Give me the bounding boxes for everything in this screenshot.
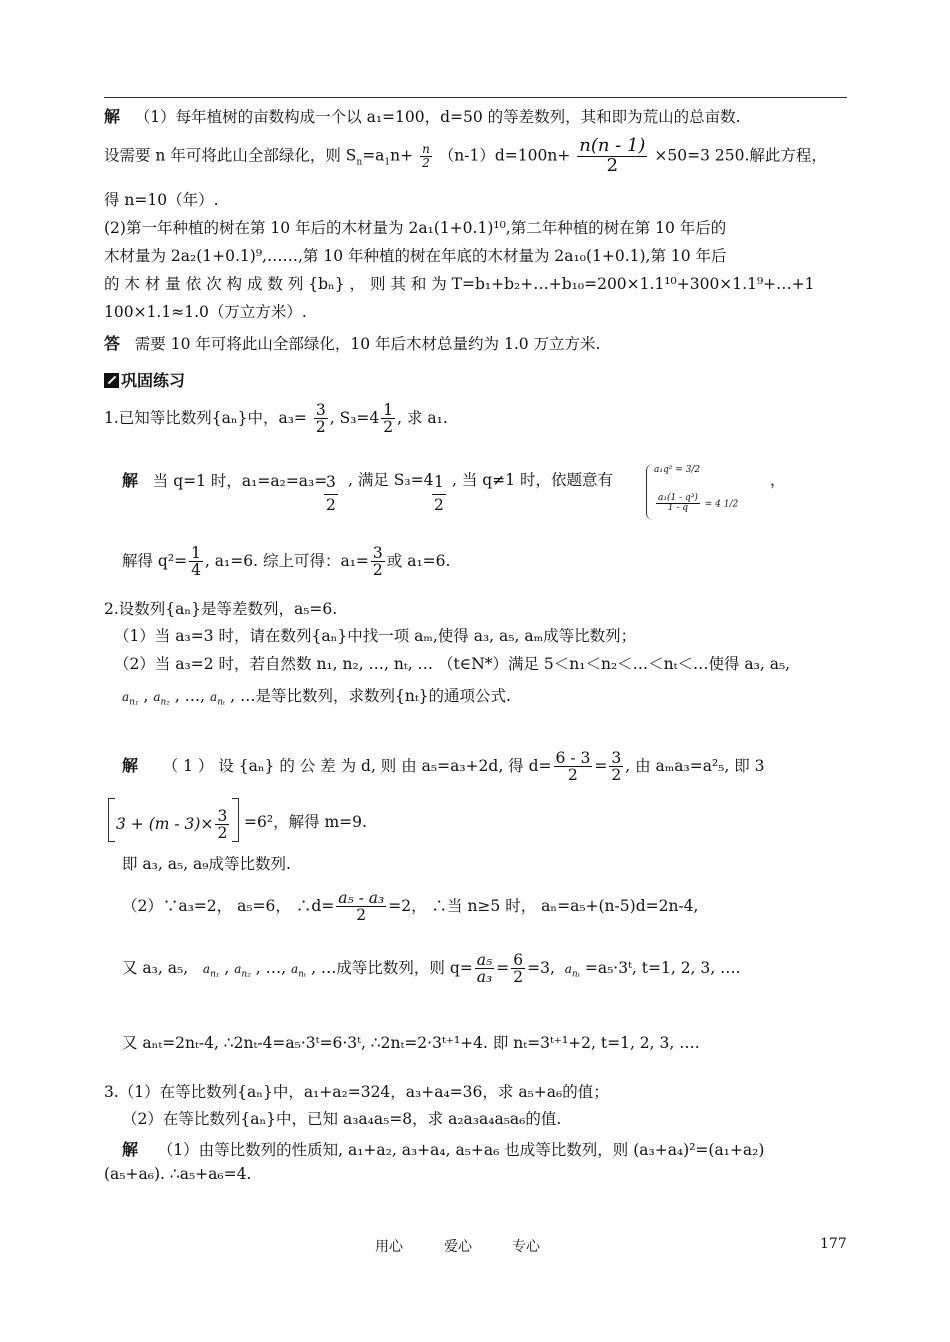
solution-line-7: 100×1.1≈1.0（万立方米）.	[104, 303, 307, 321]
q2-sol1-result: =6²，解得 m=9.	[244, 813, 367, 831]
q1-stem: 1.已知等比数列{aₙ}中，a₃= $\frac{3}{2}$ , S₃=4 $\frac{1}{2}$ , 求 a₁.	[104, 401, 448, 437]
answer-label: 答	[104, 334, 121, 353]
footer-motto-2: 爱心	[444, 1239, 472, 1255]
q2-part2-seq: $a_{n_1}$ , $a_{n_2}$ , …, $a_{n_t}$ , …是等比数列，求数列{nₜ}的通项公式.	[122, 687, 511, 708]
system-eq-2: $\frac{\text{a₁(1 - q³)}}{1 - q}$ = 4 1/2	[658, 493, 739, 514]
q2-stem: 2.设数列{aₙ}是等差数列，a₅=6.	[104, 600, 338, 618]
solution-line-2: 设需要 n 年可将此山全部绿化，则 $S_n=a_1n+$ $\frac{n}{2}$ （n-1）d=100n+ $\frac{n(n - 1)}{2}$ ×50=3 250.解此方程，	[104, 135, 827, 176]
q1-solution-b: , 满足 S₃=4	[348, 471, 434, 489]
solution-line-3: 得 n=10（年）.	[104, 191, 219, 209]
q2-sol1-line2: 3 + (m - 3)× $\frac{3}{2}$	[116, 807, 228, 843]
q1-solution: 解 当 q=1 时，a₁=a₂=a₃=	[122, 471, 328, 490]
q3-stem2: （2）在等比数列{aₙ}中，已知 a₃a₄a₅=8，求 a₂a₃a₄a₅a₆的值.	[122, 1110, 562, 1128]
footer-motto-1: 用心	[375, 1239, 403, 1255]
q2-sol1-line1: 解 （ 1 ） 设 {aₙ} 的 公 差 为 d, 则 由 a₅=a₃+2d, 得 d= $\frac{6 - 3}{2}$ = $\frac{3}{2}$ , 由 aₘa₃=a²₅, 即 3	[122, 749, 765, 785]
fraction-1-over-4: $\frac{1}{4}$	[191, 544, 201, 580]
fraction-a5-over-a3: $\frac{\text{a₅}}{\text{a₃}}$	[476, 951, 493, 987]
q2-sol2-line2: 又 a₃, a₅, $a_{n_1}$ , $a_{n_2}$ , …, $a_{n_t}$ , …成等比数列，则 q= $\frac{\text{a₅}}{\text{a₃}}$ = $\frac{6}{2}$ =3, $a_{n_t}$ =a₅·3ᵗ, t=1, 2, 3, ….	[122, 951, 741, 987]
fraction-6-3-over-2: $\frac{6 - 3}{2}$	[555, 749, 591, 785]
solution-label: 解	[104, 107, 121, 126]
fraction-3-over-2-d: $\frac{3}{2}$	[611, 749, 622, 785]
section-heading	[104, 368, 185, 391]
q3-solution-line1: 解 （1）由等比数列的性质知, a₁+a₂, a₃+a₄, a₅+a₆ 也成等比数列，则 (a₃+a₄)²=(a₁+a₂)	[122, 1140, 765, 1159]
fraction-3-over-2: $\frac{3}{2}$	[315, 401, 326, 437]
q3-stem1: 3.（1）在等比数列{aₙ}中，a₁+a₂=324，a₃+a₄=36，求 a₅+a₆的值；	[104, 1083, 609, 1101]
page-number: 177	[820, 1236, 847, 1252]
solution-line-6: 的 木 材 量 依 次 构 成 数 列 {bₙ} ， 则 其 和 为 T=b₁+b₂+…+b₁₀=200×1.1¹⁰+300×1.1⁹+…+1	[104, 275, 815, 293]
left-bracket	[108, 798, 115, 842]
footer-motto-3: 专心	[512, 1239, 540, 1255]
q1-frac-s3: $\frac{1}{2}$	[434, 473, 444, 514]
q2-part2: （2）当 a₃=2 时，若自然数 n₁, n₂, …, nₜ, … （t∈N*）满足 5＜n₁＜n₂＜…＜nₜ＜…使得 a₃, a₅,	[114, 655, 791, 673]
fraction-1-over-2: $\frac{1}{2}$	[383, 401, 394, 437]
answer-line: 答 需要 10 年可将此山全部绿化，10 年后木材总量约为 1.0 万立方米.	[104, 334, 601, 353]
fraction-a5-a3-over-2: $\frac{\text{a₅ - a₃}}{2}$	[338, 889, 385, 925]
q2-sol2-line1: （2）∵a₃=2， a₅=6， ∴d= $\frac{\text{a₅ - a₃}}{2}$ =2， ∴当 n≥5 时， aₙ=a₅+(n-5)d=2n-4,	[122, 889, 699, 925]
q2-part1: （1）当 a₃=3 时，请在数列{aₙ}中找一项 aₘ,使得 a₃, a₅, aₘ成等比数列；	[114, 627, 637, 645]
header-rule	[104, 97, 847, 98]
pencil-icon	[104, 373, 119, 388]
section-title: 巩固练习	[121, 371, 186, 390]
right-bracket	[232, 798, 239, 842]
fraction-3-over-2-m: $\frac{3}{2}$	[217, 807, 228, 843]
solution-line-1: 解 （1）每年植树的亩数构成一个以 a₁=100，d=50 的等差数列，其和即为荒山的总亩数.	[104, 107, 741, 126]
fraction-n-over-2: $\frac{n}{2}$	[422, 142, 430, 170]
fraction-6-over-2: $\frac{6}{2}$	[513, 951, 524, 987]
q2-sol2-line3: 又 aₙₜ=2nₜ-4, ∴2nₜ-4=a₅·3ᵗ=6·3ᵗ, ∴2nₜ=2·3ᵗ⁺¹+4. 即 nₜ=3ᵗ⁺¹+2, t=1, 2, 3, ….	[122, 1034, 700, 1052]
q2-sol1-conclusion: 即 a₃, a₅, a₉成等比数列.	[122, 855, 291, 873]
q1-comma: ，	[770, 471, 786, 489]
solution-line-5: 木材量为 2a₂(1+0.1)⁹,……,第 10 年种植的树在年底的木材量为 2a₁₀(1+0.1),第 10 年后	[104, 247, 727, 265]
fraction-3-over-2-result: $\frac{3}{2}$	[372, 544, 383, 580]
system-brace	[646, 464, 653, 520]
solution-line-4: (2)第一年种植的树在第 10 年后的木材量为 2a₁(1+0.1)¹⁰,第二年种植的树在第 10 年后的	[104, 219, 727, 237]
q3-solution-line2: (a₅+a₆). ∴a₅+a₆=4.	[104, 1165, 252, 1183]
q1-result: 解得 q²= $\frac{1}{4}$ , a₁=6. 综上可得：a₁= $\frac{3}{2}$ 或 a₁=6.	[122, 544, 451, 580]
system-eq-1: a₁q² = 3/2	[654, 465, 701, 475]
q1-solution-c: , 当 q≠1 时，依题意有	[452, 471, 613, 489]
fraction-n-n-1-over-2: $\frac{n(n - 1)}{2}$	[579, 135, 646, 176]
q1-frac-a3: $\frac{3}{2}$	[326, 473, 336, 514]
